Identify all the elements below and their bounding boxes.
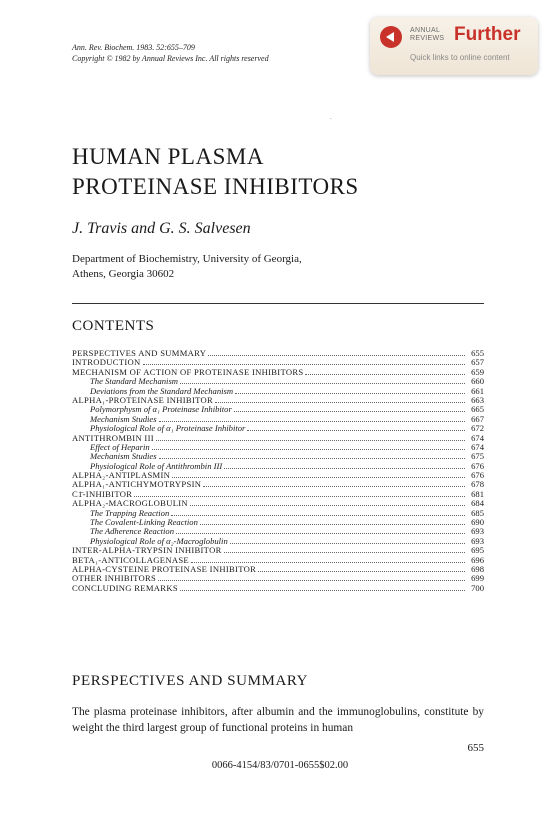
toc-entry-label: ALPHA₁-ANTICHYMOTRYPSIN <box>72 479 202 490</box>
toc-entry-label: The Adherence Reaction <box>90 526 174 537</box>
toc-entry-label: Physiological Role of Antithrombin III <box>90 460 223 471</box>
toc-entry-label: OTHER INHIBITORS <box>72 573 157 584</box>
toc-leader-dots <box>200 524 465 525</box>
toc-entry-page: 693 <box>471 526 484 537</box>
toc-entry-page: 674 <box>471 441 484 452</box>
toc-entry-label: Mechanism Studies <box>90 413 157 424</box>
toc-leader-dots <box>230 543 465 544</box>
affiliation <box>72 252 302 282</box>
toc-leader-dots <box>180 383 465 384</box>
toc-entry-label: ANTITHROMBIN III <box>72 432 154 443</box>
toc-entry-page: 659 <box>471 366 484 377</box>
toc-entry-page: 696 <box>471 554 484 565</box>
journal-citation <box>72 42 269 64</box>
toc-entry-page: 700 <box>471 582 484 593</box>
title-line-2: PROTEINASE INHIBITORS <box>72 174 359 199</box>
authors: J. Travis and G. S. Salvesen <box>72 220 251 237</box>
toc-entry-label: BETA₁-ANTICOLLAGENASE <box>72 554 189 565</box>
toc-entry-page: 665 <box>471 404 484 415</box>
toc-entry-label: Effect of Heparin <box>90 441 150 452</box>
toc-leader-dots <box>172 477 465 478</box>
toc-entry-page: 676 <box>471 470 484 481</box>
toc-entry-page: 684 <box>471 498 484 509</box>
toc-entry-label: INTER-ALPHA-TRYPSIN INHIBITOR <box>72 545 222 556</box>
toc-entry-label: The Trapping Reaction <box>90 507 170 518</box>
toc-entry-label: CONCLUDING REMARKS <box>72 582 178 593</box>
toc-leader-dots <box>215 402 465 403</box>
toc-entry-label: ALPHA-CYSTEINE PROTEINASE INHIBITOR <box>72 563 257 574</box>
toc-entry <box>72 584 484 593</box>
toc-entry-page: 676 <box>471 460 484 471</box>
toc-leader-dots <box>171 515 465 516</box>
toc-leader-dots <box>305 374 465 375</box>
toc-leader-dots <box>234 411 465 412</box>
affiliation-line-1: Department of Biochemistry, University of Georgia, <box>72 253 302 265</box>
toc-entry-page: 667 <box>471 413 484 424</box>
toc-leader-dots <box>176 533 465 534</box>
toc-entry-label: PERSPECTIVES AND SUMMARY <box>72 348 207 358</box>
logo-annual: ANNUAL <box>410 27 441 34</box>
toc-entry-page: 672 <box>471 423 484 434</box>
toc-entry-page: 698 <box>471 563 484 574</box>
toc-entry-page: 660 <box>471 376 484 387</box>
toc-entry-label: The Standard Mechanism <box>90 376 178 387</box>
toc-leader-dots <box>190 505 465 506</box>
toc-leader-dots <box>143 364 465 365</box>
toc-leader-dots <box>247 430 465 431</box>
toc-entry <box>72 480 484 489</box>
toc-leader-dots <box>158 580 465 581</box>
toc-entry-page: 699 <box>471 573 484 584</box>
table-of-contents <box>72 349 484 593</box>
toc-entry-page: 657 <box>471 357 484 368</box>
toc-entry-page: 655 <box>471 348 484 358</box>
toc-entry-page: 695 <box>471 545 484 556</box>
toc-entry-label: Polymorphysm of α₁ Proteinase Inhibitor <box>90 404 232 415</box>
toc-entry-label: ALPHA₂-ANTIPLASMIN <box>72 470 171 481</box>
toc-entry-label: C1̄-INHIBITOR <box>72 488 133 499</box>
issn-line: 0066-4154/83/0701-0655$02.00 <box>211 760 349 771</box>
toc-entry-label: The Covalent-Linking Reaction <box>90 517 198 528</box>
toc-entry-page: 681 <box>471 488 484 499</box>
toc-leader-dots <box>235 393 465 394</box>
toc-leader-dots <box>159 421 465 422</box>
title-line-1: HUMAN PLASMA <box>72 144 264 169</box>
toc-leader-dots <box>180 590 465 591</box>
toc-entry-label: Deviations from the Standard Mechanism <box>90 385 234 396</box>
toc-entry-page: 674 <box>471 432 484 443</box>
page-number: 655 <box>467 742 484 754</box>
logo-reviews: REVIEWS <box>410 35 445 42</box>
toc-leader-dots <box>208 355 465 356</box>
divider <box>72 303 484 304</box>
affiliation-line-2: Athens, Georgia 30602 <box>72 268 175 280</box>
further-label: Further <box>454 24 521 45</box>
toc-leader-dots <box>159 458 465 459</box>
toc-entry-page: 678 <box>471 479 484 490</box>
copyright-line: Copyright © 1982 by Annual Reviews Inc. All rights reserved <box>72 54 269 63</box>
body-paragraph: The plasma proteinase inhibitors, after albumin and the immunoglobulins, constitute by weight the third largest group of functional proteins in human <box>72 706 484 734</box>
toc-entry-page: 661 <box>471 385 484 396</box>
article-title <box>72 142 359 202</box>
toc-leader-dots <box>224 468 465 469</box>
toc-entry-page: 675 <box>471 451 484 462</box>
toc-entry-page: 690 <box>471 517 484 528</box>
toc-leader-dots <box>134 496 465 497</box>
scan-speck: . <box>330 113 332 121</box>
further-badge[interactable] <box>370 17 538 75</box>
section-heading: PERSPECTIVES AND SUMMARY <box>72 673 309 689</box>
toc-entry-page: 693 <box>471 535 484 546</box>
toc-entry-label: ALPHA₁-PROTEINASE INHIBITOR <box>72 394 214 405</box>
toc-entry-label: Mechanism Studies <box>90 451 157 462</box>
quick-links-text: Quick links to online content <box>410 53 510 62</box>
toc-entry-label: ALPHA₂-MACROGLOBULIN <box>72 498 188 509</box>
toc-entry-label: Physiological Role of α₂-Macroglobulin <box>90 535 228 546</box>
toc-leader-dots <box>203 486 465 487</box>
toc-leader-dots <box>224 552 465 553</box>
toc-leader-dots <box>191 562 465 563</box>
toc-leader-dots <box>156 440 465 441</box>
contents-heading: CONTENTS <box>72 318 155 334</box>
toc-entry-page: 685 <box>471 507 484 518</box>
toc-entry-label: Physiological Role of α₁ Proteinase Inhibitor <box>90 423 246 434</box>
journal-citation-line: Ann. Rev. Biochem. 1983. 52:655–709 <box>72 43 195 52</box>
toc-entry-page: 663 <box>471 394 484 405</box>
toc-leader-dots <box>152 449 465 450</box>
annual-reviews-logo <box>410 27 444 43</box>
toc-leader-dots <box>258 571 465 572</box>
play-icon <box>380 26 402 48</box>
toc-entry-label: MECHANISM OF ACTION OF PROTEINASE INHIBITORS <box>72 366 304 377</box>
toc-entry-label: INTRODUCTION <box>72 357 141 368</box>
